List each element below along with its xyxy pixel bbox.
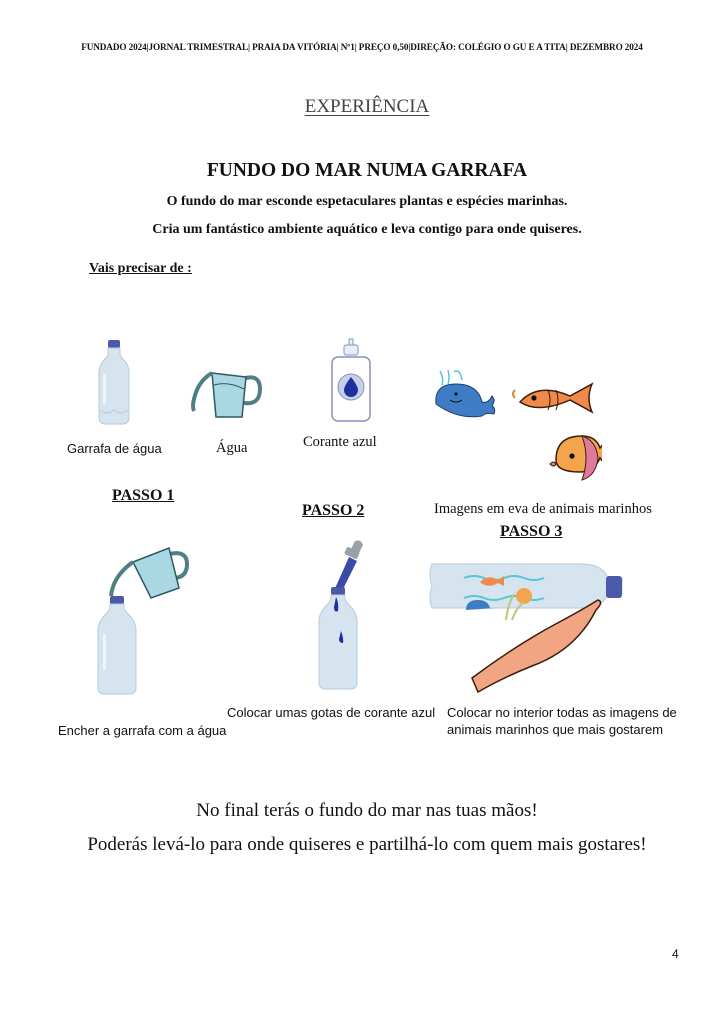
step-1-heading: PASSO 1: [112, 487, 175, 504]
intro-line-1: O fundo do mar esconde espetaculares plantas e espécies marinhas.: [166, 194, 568, 209]
dye-bottle-icon: [330, 337, 372, 423]
step-3-caption-line-2: animais marinhos que mais gostarem: [447, 722, 664, 737]
fish-orange-icon: [520, 384, 592, 412]
material-label-sea-animals: Imagens em eva de animais marinhos: [434, 501, 652, 517]
material-label-dye: Corante azul: [303, 434, 377, 450]
intro-line-2: Cria um fantástico ambiente aquático e leva contigo para onde quiseres.: [152, 222, 582, 237]
material-label-bottle: Garrafa de água: [67, 441, 162, 456]
hand-icon: [472, 600, 601, 692]
page-number: 4: [672, 947, 679, 961]
pitcher-icon: [111, 548, 187, 598]
step-3-bottle-in-hand-illustration: [428, 558, 628, 698]
step-3-caption-line-1: Colocar no interior todas as imagens de: [447, 705, 677, 720]
step-1-pour-water-illustration: [95, 540, 195, 700]
article-title: FUNDO DO MAR NUMA GARRAFA: [206, 160, 528, 181]
sea-animals-icon: [432, 368, 602, 488]
step-3-heading: PASSO 3: [500, 523, 563, 540]
pitcher-icon: [190, 365, 266, 421]
section-label: EXPERIÊNCIA: [304, 96, 430, 117]
step-2-heading: PASSO 2: [302, 502, 365, 519]
material-label-water: Água: [216, 440, 248, 456]
fish-pink-icon: [550, 436, 602, 480]
step-1-caption: Encher a garrafa com a água: [58, 723, 227, 738]
fish-pink-icon: [516, 588, 532, 604]
materials-heading: Vais precisar de :: [89, 261, 192, 276]
closing-line-1: No final terás o fundo do mar nas tuas mãos!: [196, 800, 538, 821]
whale-icon: [436, 370, 495, 417]
step-2-add-dye-illustration: [315, 537, 375, 697]
water-bottle-icon: [98, 596, 136, 694]
masthead: FUNDADO 2024|JORNAL TRIMESTRAL| PRAIA DA VITÓRIA| Nº1| PREÇO 0,50|DIREÇÃO: COLÉGIO O GU E A TITA| DEZEMBRO 2024: [81, 42, 643, 52]
water-bottle-icon: [97, 338, 131, 426]
water-bottle-icon: [319, 587, 357, 689]
step-2-caption: Colocar umas gotas de corante azul: [227, 705, 436, 720]
closing-line-2: Poderás levá-lo para onde quiseres e partilhá-lo com quem mais gostares!: [87, 834, 647, 855]
